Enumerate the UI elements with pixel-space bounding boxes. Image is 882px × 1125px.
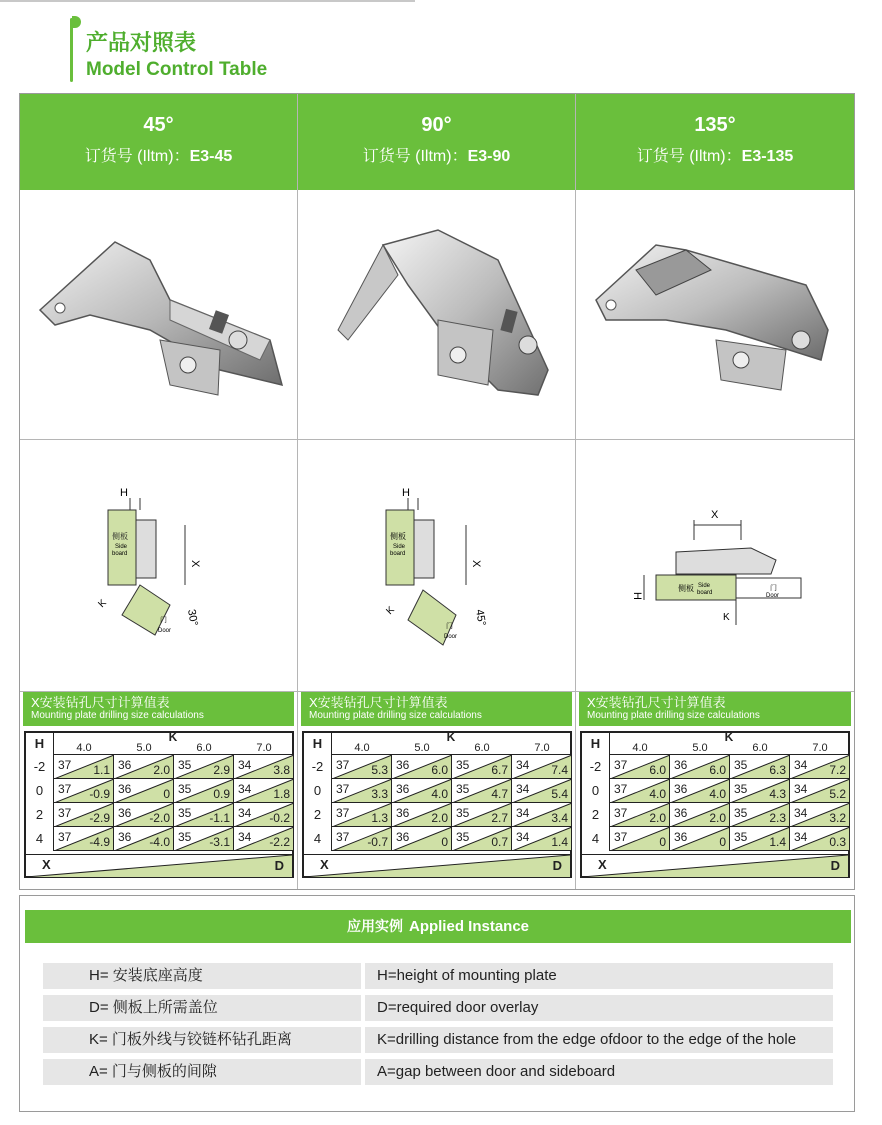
- d-value: 2.0: [431, 811, 448, 825]
- h-value: 2: [26, 803, 54, 827]
- k-value: 6.0: [174, 742, 234, 755]
- legend-row: [43, 995, 833, 1021]
- model-column-90: [298, 94, 576, 889]
- d-value: 0.9: [213, 787, 230, 801]
- d-value: -1.1: [209, 811, 230, 825]
- applied-instance-header: [25, 910, 851, 943]
- svg-text:侧板: 侧板: [678, 584, 694, 593]
- calc-cell: [670, 827, 730, 851]
- k-value: 7.0: [234, 742, 294, 755]
- d-value: 4.0: [431, 787, 448, 801]
- model-item-code: 订货号 (Iltm)：E3-45: [84, 148, 233, 165]
- k-label: K: [168, 730, 178, 744]
- d-value: 2.9: [213, 763, 230, 777]
- x-value: 37: [336, 758, 350, 772]
- x-value: 37: [614, 830, 628, 844]
- k-label: K: [724, 730, 734, 744]
- calc-cell: [174, 827, 234, 851]
- d-value: -2.9: [89, 811, 110, 825]
- k-value: 6.0: [730, 742, 790, 755]
- d-value: 6.0: [431, 763, 448, 777]
- x-d-legend: [304, 854, 570, 876]
- x-value: 35: [456, 830, 470, 844]
- x-value: 34: [794, 830, 808, 844]
- svg-text:K: K: [384, 604, 397, 618]
- calc-table-area: [576, 726, 854, 886]
- installation-diagram: [20, 440, 297, 692]
- calc-table: [302, 731, 572, 878]
- svg-text:X: X: [189, 560, 201, 568]
- x-value: 35: [178, 806, 192, 820]
- d-value: 4.0: [709, 787, 726, 801]
- d-value: 1.8: [273, 787, 290, 801]
- x-value: 36: [396, 830, 410, 844]
- d-value: 3.4: [551, 811, 568, 825]
- x-value: 35: [734, 830, 748, 844]
- d-value: 6.7: [491, 763, 508, 777]
- x-value: 36: [396, 782, 410, 796]
- calc-cell: [512, 779, 572, 803]
- x-value: 37: [58, 782, 72, 796]
- d-value: 4.7: [491, 787, 508, 801]
- svg-text:门: 门: [160, 617, 167, 624]
- calc-header: [23, 692, 294, 726]
- calc-cell: [512, 803, 572, 827]
- x-label: X: [598, 857, 607, 872]
- model-angle: 90°: [421, 114, 452, 136]
- h-header: H: [304, 733, 332, 755]
- legend-en: H=height of mounting plate: [365, 963, 833, 989]
- d-value: 1.4: [769, 835, 786, 849]
- h-value: 2: [304, 803, 332, 827]
- x-value: 36: [674, 758, 688, 772]
- x-value: 36: [118, 830, 132, 844]
- x-value: 35: [734, 806, 748, 820]
- d-value: 3.3: [371, 787, 388, 801]
- d-value: 1.3: [371, 811, 388, 825]
- k-value: 6.0: [452, 742, 512, 755]
- x-value: 36: [118, 782, 132, 796]
- hinge-photo: [20, 190, 297, 440]
- d-value: 5.3: [371, 763, 388, 777]
- x-label: X: [320, 857, 329, 872]
- d-value: 6.3: [769, 763, 786, 777]
- calc-cell: [670, 803, 730, 827]
- x-value: 35: [178, 758, 192, 772]
- legend-cn: K= 门板外线与铰链杯钻孔距离: [43, 1027, 361, 1053]
- svg-text:Side: Side: [698, 583, 711, 589]
- calc-cell: [670, 779, 730, 803]
- x-value: 37: [58, 806, 72, 820]
- calc-cell: [332, 803, 392, 827]
- svg-text:H: H: [402, 487, 410, 499]
- h-value: 0: [26, 779, 54, 803]
- k-header: [54, 730, 292, 755]
- svg-text:H: H: [120, 487, 128, 499]
- calc-header: [579, 692, 851, 726]
- hinge-45-image: [20, 190, 298, 440]
- svg-text:board: board: [697, 590, 713, 596]
- d-label: D: [274, 858, 284, 873]
- legend-cn: H= 安装底座高度: [43, 963, 361, 989]
- svg-text:X: X: [470, 560, 482, 568]
- model-header: [576, 94, 854, 190]
- model-item-code: 订货号 (Iltm)：E3-135: [636, 148, 794, 165]
- applied-title-en: Applied Instance: [408, 918, 530, 935]
- d-value: 6.0: [709, 763, 726, 777]
- svg-text:K: K: [96, 597, 109, 611]
- d-value: 5.2: [829, 787, 846, 801]
- legend-en: K=drilling distance from the edge ofdoor to the edge of the hole: [365, 1027, 833, 1053]
- installation-diagram: [576, 440, 854, 692]
- x-value: 37: [614, 782, 628, 796]
- k-value: 4.0: [610, 742, 670, 755]
- d-value: -2.0: [149, 811, 170, 825]
- k-value: 7.0: [512, 742, 572, 755]
- svg-text:45°: 45°: [473, 608, 488, 627]
- legend-cn: D= 侧板上所需盖位: [43, 995, 361, 1021]
- calc-cell: [392, 827, 452, 851]
- x-value: 37: [336, 782, 350, 796]
- x-value: 37: [336, 806, 350, 820]
- model-column-135: [576, 94, 854, 889]
- model-header: [298, 94, 575, 190]
- h-value: -2: [26, 755, 54, 779]
- calc-table: [580, 731, 850, 878]
- x-value: 34: [238, 758, 252, 772]
- page-title-cn: 产品对照表: [86, 31, 197, 56]
- calc-cell: [392, 803, 452, 827]
- svg-text:侧板: 侧板: [112, 532, 128, 541]
- d-label: D: [552, 858, 562, 873]
- x-d-legend: [26, 854, 292, 876]
- x-value: 34: [794, 758, 808, 772]
- x-value: 37: [614, 806, 628, 820]
- hinge-135-image: [576, 190, 854, 440]
- x-value: 35: [734, 758, 748, 772]
- calc-table-area: [298, 726, 575, 886]
- x-value: 35: [178, 830, 192, 844]
- d-value: 2.0: [649, 811, 666, 825]
- h-value: -2: [582, 755, 610, 779]
- calc-cell: [790, 827, 850, 851]
- k-label: K: [446, 730, 456, 744]
- d-value: -0.2: [269, 811, 290, 825]
- svg-text:Door: Door: [444, 634, 458, 640]
- x-value: 37: [614, 758, 628, 772]
- x-value: 36: [118, 758, 132, 772]
- h-header: H: [582, 733, 610, 755]
- x-value: 34: [238, 782, 252, 796]
- calc-cell: [730, 803, 790, 827]
- calc-title-en: Mounting plate drilling size calculations: [309, 710, 482, 721]
- h-value: 0: [304, 779, 332, 803]
- calc-title-cn: X安装钻孔尺寸计算值表: [587, 695, 726, 710]
- x-value: 36: [396, 806, 410, 820]
- x-d-legend: [582, 854, 848, 876]
- k-value: 5.0: [670, 742, 730, 755]
- x-value: 34: [516, 806, 530, 820]
- hinge-photo: [298, 190, 575, 440]
- calc-cell: [332, 779, 392, 803]
- d-value: 4.3: [769, 787, 786, 801]
- legend-en: A=gap between door and sideboard: [365, 1059, 833, 1085]
- calc-cell: [670, 755, 730, 779]
- d-value: 1.4: [551, 835, 568, 849]
- x-value: 34: [516, 830, 530, 844]
- calc-cell: [392, 755, 452, 779]
- x-value: 34: [238, 830, 252, 844]
- calc-title-cn: X安装钻孔尺寸计算值表: [309, 695, 448, 710]
- d-value: 2.3: [769, 811, 786, 825]
- svg-text:X: X: [711, 509, 719, 521]
- d-value: 6.0: [649, 763, 666, 777]
- calc-cell: [790, 755, 850, 779]
- d-value: 2.0: [709, 811, 726, 825]
- calc-cell: [234, 755, 294, 779]
- x-value: 35: [734, 782, 748, 796]
- model-table: [19, 93, 855, 890]
- d-value: 3.8: [273, 763, 290, 777]
- x-value: 36: [674, 782, 688, 796]
- header-accent-dot: [72, 16, 81, 28]
- x-value: 34: [794, 782, 808, 796]
- calc-cell: [114, 779, 174, 803]
- h-value: 4: [304, 827, 332, 851]
- calc-cell: [610, 755, 670, 779]
- calc-cell: [452, 779, 512, 803]
- d-value: -0.7: [367, 835, 388, 849]
- x-value: 34: [794, 806, 808, 820]
- h-header: H: [26, 733, 54, 755]
- x-value: 37: [58, 830, 72, 844]
- calc-cell: [610, 827, 670, 851]
- d-value: -3.1: [209, 835, 230, 849]
- model-column-45: [20, 94, 298, 889]
- h-value: 0: [582, 779, 610, 803]
- installation-diagram: [298, 440, 575, 692]
- k-header: [610, 730, 848, 755]
- x-value: 34: [238, 806, 252, 820]
- k-header: [332, 730, 570, 755]
- model-item-code: 订货号 (Iltm)：E3-90: [362, 148, 511, 165]
- svg-text:Door: Door: [158, 628, 172, 634]
- calc-cell: [174, 803, 234, 827]
- calc-cell: [174, 755, 234, 779]
- d-value: 1.1: [93, 763, 110, 777]
- calc-cell: [512, 827, 572, 851]
- svg-text:Side: Side: [115, 544, 128, 550]
- k-value: 7.0: [790, 742, 850, 755]
- svg-text:侧板: 侧板: [390, 532, 406, 541]
- d-value: -0.9: [89, 787, 110, 801]
- model-angle: 135°: [694, 114, 736, 136]
- x-value: 36: [396, 758, 410, 772]
- h-value: 4: [26, 827, 54, 851]
- x-value: 37: [336, 830, 350, 844]
- x-value: 35: [456, 806, 470, 820]
- calc-title-en: Mounting plate drilling size calculations: [31, 710, 204, 721]
- d-label: D: [830, 858, 840, 873]
- calc-cell: [730, 779, 790, 803]
- legend-en: D=required door overlay: [365, 995, 833, 1021]
- hinge-90-image: [298, 190, 576, 440]
- calc-cell: [332, 755, 392, 779]
- d-value: 2.0: [153, 763, 170, 777]
- svg-text:board: board: [390, 551, 406, 557]
- h-value: -2: [304, 755, 332, 779]
- d-value: 0: [163, 787, 170, 801]
- legend-cn: A= 门与侧板的间隙: [43, 1059, 361, 1085]
- x-value: 35: [456, 782, 470, 796]
- top-rule: [0, 0, 415, 2]
- d-value: 0: [659, 835, 666, 849]
- h-value: 2: [582, 803, 610, 827]
- svg-text:门: 门: [446, 623, 453, 630]
- x-value: 36: [674, 830, 688, 844]
- calc-cell: [512, 755, 572, 779]
- legend-row: [43, 1059, 833, 1085]
- calc-title-cn: X安装钻孔尺寸计算值表: [31, 695, 170, 710]
- calc-cell: [730, 827, 790, 851]
- k-value: 4.0: [54, 742, 114, 755]
- calc-cell: [234, 827, 294, 851]
- h-value: 4: [582, 827, 610, 851]
- d-value: 3.2: [829, 811, 846, 825]
- calc-cell: [234, 803, 294, 827]
- diagram-135: [576, 440, 854, 692]
- model-header: [20, 94, 297, 190]
- calc-cell: [790, 779, 850, 803]
- diagram-90: [298, 440, 576, 692]
- d-value: -4.0: [149, 835, 170, 849]
- d-value: 0.3: [829, 835, 846, 849]
- svg-text:门: 门: [770, 585, 777, 592]
- legend-row: [43, 963, 833, 989]
- calc-cell: [452, 755, 512, 779]
- svg-text:30°: 30°: [185, 608, 200, 627]
- svg-text:Door: Door: [766, 593, 780, 599]
- d-value: 0: [719, 835, 726, 849]
- x-value: 35: [456, 758, 470, 772]
- hinge-photo: [576, 190, 854, 440]
- x-label: X: [42, 857, 51, 872]
- diagram-45: [20, 440, 298, 692]
- x-value: 35: [178, 782, 192, 796]
- model-angle: 45°: [143, 114, 174, 136]
- calc-cell: [730, 755, 790, 779]
- applied-title-cn: 应用实例: [346, 919, 403, 935]
- calc-cell: [54, 779, 114, 803]
- d-value: 0.7: [491, 835, 508, 849]
- calc-cell: [114, 827, 174, 851]
- k-value: 5.0: [114, 742, 174, 755]
- d-value: -4.9: [89, 835, 110, 849]
- svg-text:board: board: [112, 551, 128, 557]
- x-value: 34: [516, 758, 530, 772]
- calc-cell: [114, 803, 174, 827]
- svg-text:K: K: [723, 612, 730, 623]
- svg-text:Side: Side: [393, 544, 406, 550]
- d-value: 2.7: [491, 811, 508, 825]
- d-value: 0: [441, 835, 448, 849]
- legend-row: [43, 1027, 833, 1053]
- calc-cell: [332, 827, 392, 851]
- d-value: -2.2: [269, 835, 290, 849]
- svg-text:H: H: [631, 592, 643, 600]
- calc-cell: [54, 755, 114, 779]
- calc-cell: [174, 779, 234, 803]
- calc-cell: [234, 779, 294, 803]
- calc-header: [301, 692, 572, 726]
- applied-instance-panel: [19, 895, 855, 1112]
- calc-cell: [54, 827, 114, 851]
- d-value: 4.0: [649, 787, 666, 801]
- k-value: 5.0: [392, 742, 452, 755]
- calc-cell: [392, 779, 452, 803]
- calc-table-area: [20, 726, 297, 886]
- d-value: 7.4: [551, 763, 568, 777]
- d-value: 7.2: [829, 763, 846, 777]
- x-value: 34: [516, 782, 530, 796]
- calc-cell: [790, 803, 850, 827]
- calc-cell: [54, 803, 114, 827]
- x-value: 36: [674, 806, 688, 820]
- x-value: 37: [58, 758, 72, 772]
- page-title-en: Model Control Table: [86, 59, 268, 80]
- calc-cell: [114, 755, 174, 779]
- k-value: 4.0: [332, 742, 392, 755]
- calc-cell: [610, 803, 670, 827]
- calc-cell: [452, 803, 512, 827]
- d-value: 5.4: [551, 787, 568, 801]
- calc-cell: [452, 827, 512, 851]
- calc-title-en: Mounting plate drilling size calculations: [587, 710, 760, 721]
- calc-table: [24, 731, 294, 878]
- x-value: 36: [118, 806, 132, 820]
- calc-cell: [610, 779, 670, 803]
